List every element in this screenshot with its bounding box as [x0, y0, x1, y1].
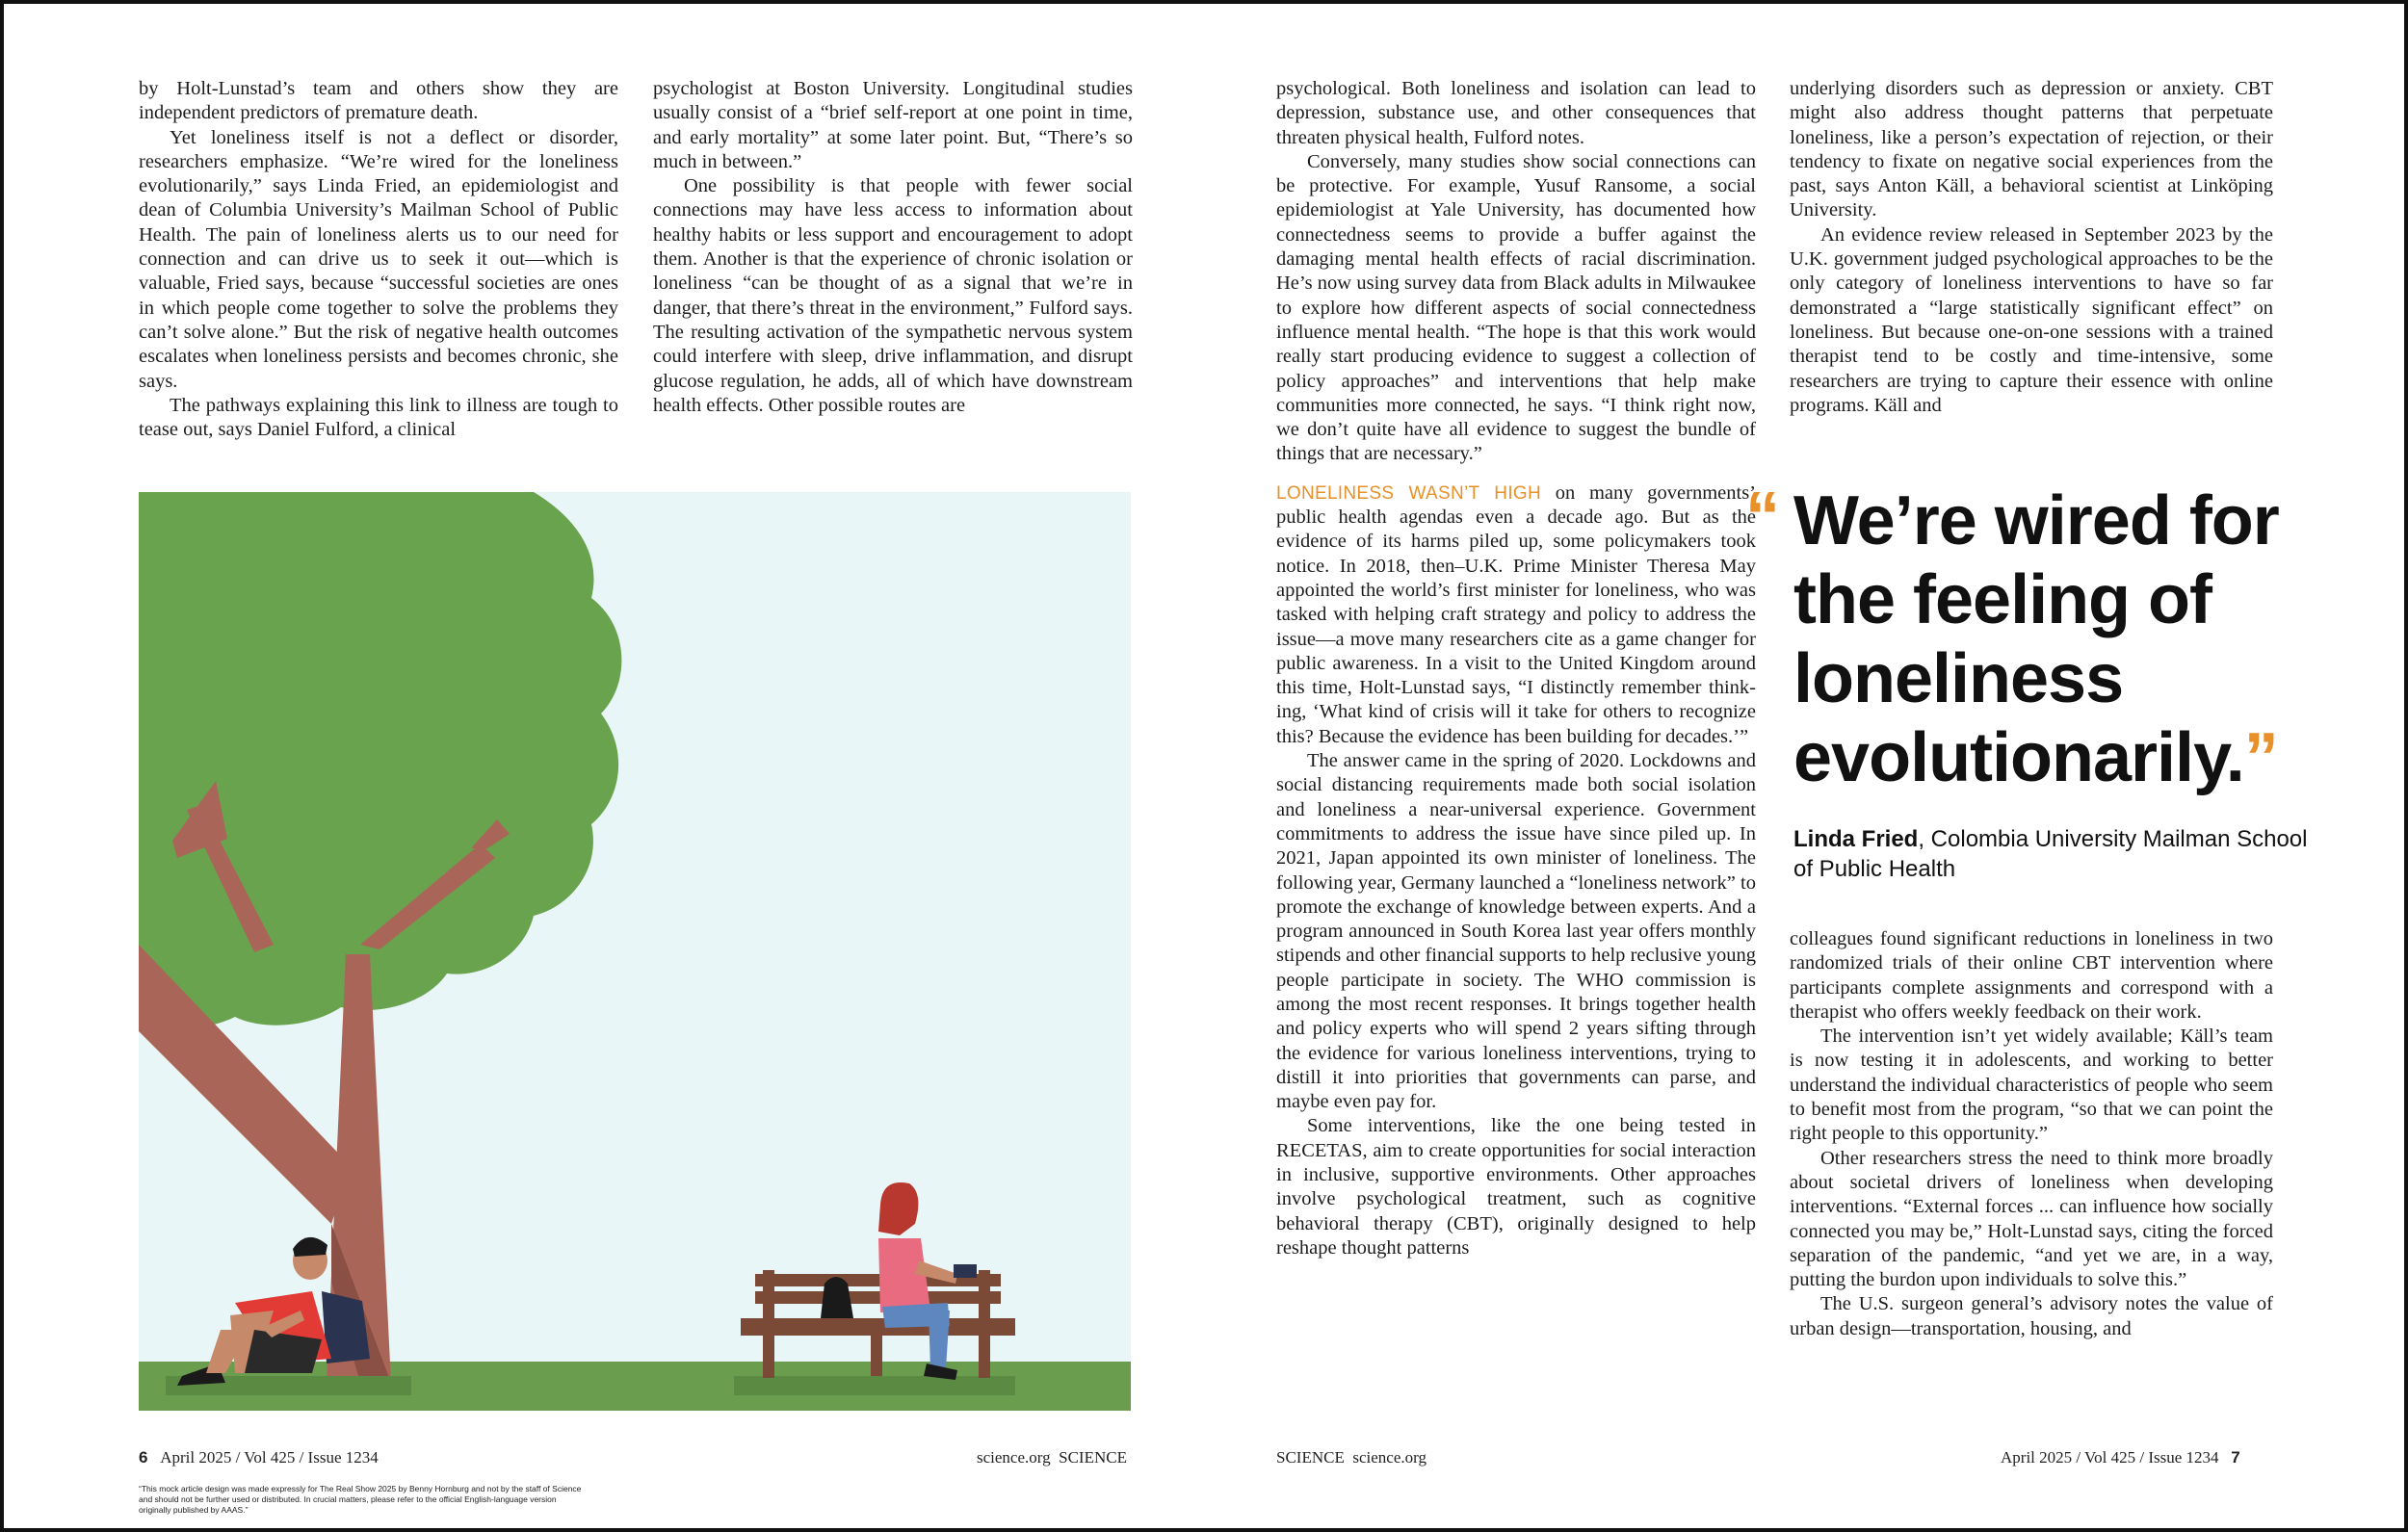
- right-column-1: [1276, 77, 1756, 1260]
- close-quote-mark: ”: [2243, 719, 2278, 796]
- open-quote-mark: “: [1745, 479, 1779, 556]
- left-folio: [139, 1448, 379, 1467]
- body-paragraph: underlying disorders such as depression or anxiety. CBT might also address thought patterns that perpetuate loneliness, like a person’s expectation of rejection, or their tendency to fixate on negative social experiences from the past, says Anton Käll, a behavioral scientist at Linköping University.: [1790, 78, 2273, 221]
- body-paragraph: One possibility is that people with fewer social connections may have less access to information about healthy habits or less support and encouragement to adopt them. Another is that the experience of chronic isolation or loneliness “can be thought of as a signal that we’re in danger, that there’s threat in the environment,” Fulford says. The resulting activation of the sympathetic nervous system could interfere with sleep, drive inflammation, and disrupt glucose regulation, he adds, all of which have downstream health effects. Other possible routes are: [653, 175, 1133, 416]
- left-column-2: [653, 77, 1133, 418]
- body-paragraph: The intervention isn’t yet widely available; Käll’s team is now testing it in adolescents, and working to better understand the individual characteristics of people who seem to benefit most from the program, “so that we can point the right people to this opportunity.”: [1790, 1026, 2273, 1145]
- pull-quote: [1745, 479, 2333, 884]
- right-issue-info: April 2025 / Vol 425 / Issue 1234: [2001, 1448, 2219, 1467]
- left-folio-right: [977, 1448, 1127, 1467]
- body-paragraph: The U.S. surgeon general’s advisory notes the value of urban design—transportation, housing, and: [1790, 1293, 2273, 1339]
- body-paragraph: Conversely, many studies show social connections can be protective. For example, Yusuf Ransome, a social epidemiologist at Yale University, has documented how connectedness seems to provide a buffer against the damaging mental health effects of racial discrimination. He’s now using survey data from Black adults in Milwaukee to explore how different aspects of social connectedness influence mental health. “The hope is that this work would really start producing evidence to suggest a collection of policy approaches” and interventions that help make communities more connected, he says. “I think right now, we don’t quite have all evidence to suggest the bundle of things that are necessary.”: [1276, 150, 1756, 465]
- body-paragraph: colleagues found significant reductions in loneliness in two randomized trials of their online CBT intervention where participants complete assignments and correspond with a therapist who offers weekly feedback on their work.: [1790, 928, 2273, 1023]
- right-column-1-top: [1276, 77, 1756, 467]
- right-column-1-bottom: [1276, 749, 1756, 1260]
- section-lead-in: LONELINESS WASN’T HIGH: [1276, 482, 1541, 504]
- right-site: science.org: [1352, 1448, 1426, 1467]
- attribution-name: Linda Fried: [1793, 826, 1919, 852]
- right-page-number: 7: [2231, 1448, 2240, 1467]
- left-site: science.org: [977, 1448, 1051, 1467]
- disclaimer-note: “This mock article design was made expressly for The Real Show 2025 by Benny Hornburg and not by the staff of Science and should not be further used or distributed. In crucial matters, please refer to the official English-language version originally published by AAAS.”: [139, 1484, 582, 1515]
- left-brand: SCIENCE: [1059, 1448, 1127, 1467]
- body-paragraph: psychological. Both loneliness and isolation can lead to depression, substance use, and other consequences that threaten physical health, Fulford notes.: [1276, 78, 1756, 148]
- pull-quote-text: [1745, 479, 2333, 797]
- right-folio-left: [1276, 1448, 1426, 1467]
- right-folio: [2001, 1448, 2240, 1467]
- right-column-2-bottom: [1790, 927, 2273, 1341]
- pull-quote-attribution: [1793, 824, 2333, 884]
- right-brand: SCIENCE: [1276, 1448, 1345, 1467]
- body-paragraph: An evidence review released in September 2023 by the U.K. government judged psychological approaches to be the only category of loneliness interventions to have so far demonstrated a “large statistically significant effect” on loneliness. But because one-on-one sessions with a trained therapist tend to be costly and time-intensive, some researchers are trying to capture their essence with online programs. Käll and: [1790, 223, 2273, 416]
- section-lead-paragraph: [1276, 481, 1756, 749]
- body-paragraph: Some interventions, like the one being tested in RECETAS, aim to create opportunities for social interaction in inclusive, supportive environments. Other approaches involve psychological treatment, such as cognitive behavioral therapy (CBT), originally designed to help reshape thought patterns: [1276, 1115, 1756, 1259]
- pull-quote-body: We’re wired for the feeling of loneliness evolutionarily.: [1793, 482, 2279, 796]
- attribution-affiliation: , Colombia University Mailman School of Public Health: [1793, 826, 2308, 882]
- illustration-panel: [139, 492, 1131, 1411]
- body-paragraph: Yet loneliness itself is not a deflect or disorder, researchers emphasize. “We’re wired for the loneliness evolutionarily,” says Linda Fried, an epidemiologist and dean of Columbia University’s Mailman School of Public Health. The pain of loneliness alerts us to our need for connection and can drive us to seek it out—which is valuable, Fried says, because “successful societies are ones in which people come together to solve the problems they can’t solve alone.” But the risk of negative health outcomes escalates when loneliness persists and becomes chronic, she says.: [139, 126, 618, 392]
- body-paragraph: Other researchers stress the need to think more broadly about societal drivers of loneliness when developing interventions. “External forces ... can influence how socially connected you may be,” Holt-Lunstad says, citing the forced separation of the pandemic, “and yet we are, in a way, putting the burdon upon individuals to solve this.”: [1790, 1147, 2273, 1291]
- left-column-1: [139, 77, 618, 442]
- body-paragraph: The pathways explaining this link to illness are tough to tease out, says Daniel Fulford, a clinical: [139, 394, 618, 441]
- left-issue-info: April 2025 / Vol 425 / Issue 1234: [160, 1448, 379, 1467]
- right-column-2-top: [1790, 77, 2273, 418]
- body-paragraph: The answer came in the spring of 2020. Lockdowns and social distancing requirements made both social isolation and loneliness a near-universal experience. Government commitments to address the issue have since piled up. In 2021, Japan appointed its own minister of loneliness. The following year, Germany launched a “loneliness network” to promote the exchange of knowledge between experts. And a program announced in South Korea last year offers monthly stipends and other financial supports to help reclusive young people participate in society. The WHO commission is among the most recent responses. It brings together health and policy experts who will spend 2 years sifting through the evidence for various loneliness interventions, trying to distill it into priorities that governments can parse, and maybe even pay for.: [1276, 750, 1756, 1113]
- body-paragraph: by Holt-Lunstad’s team and others show they are independent predictors of premature death.: [139, 78, 618, 124]
- left-page-number: 6: [139, 1448, 148, 1467]
- body-paragraph: psychologist at Boston University. Longitudinal studies usually consist of a “brief self-report at one point in time, and early mortality” at some later point. But, “There’s so much in between.”: [653, 78, 1133, 172]
- tree-illustration: [139, 492, 1131, 1411]
- lead-paragraph-text: on many governments’ public health agendas even a decade ago. But as the evidence of its harms piled up, some policymakers took notice. In 2018, then–U.K. Prime Minister Theresa May appointed the world’s first minister for loneliness, who was tasked with helping craft strategy and policy to address the issue—a move many researchers cite as a game changer for public awareness. In a visit to the United Kingdom around this time, Holt-Lunstad says, “I distinctly remember think- ing, ‘What kind of crisis will it take for others to recognize this? Because the evidence has been building for decades.’”: [1276, 481, 1756, 747]
- bench-shadow: [734, 1376, 1015, 1395]
